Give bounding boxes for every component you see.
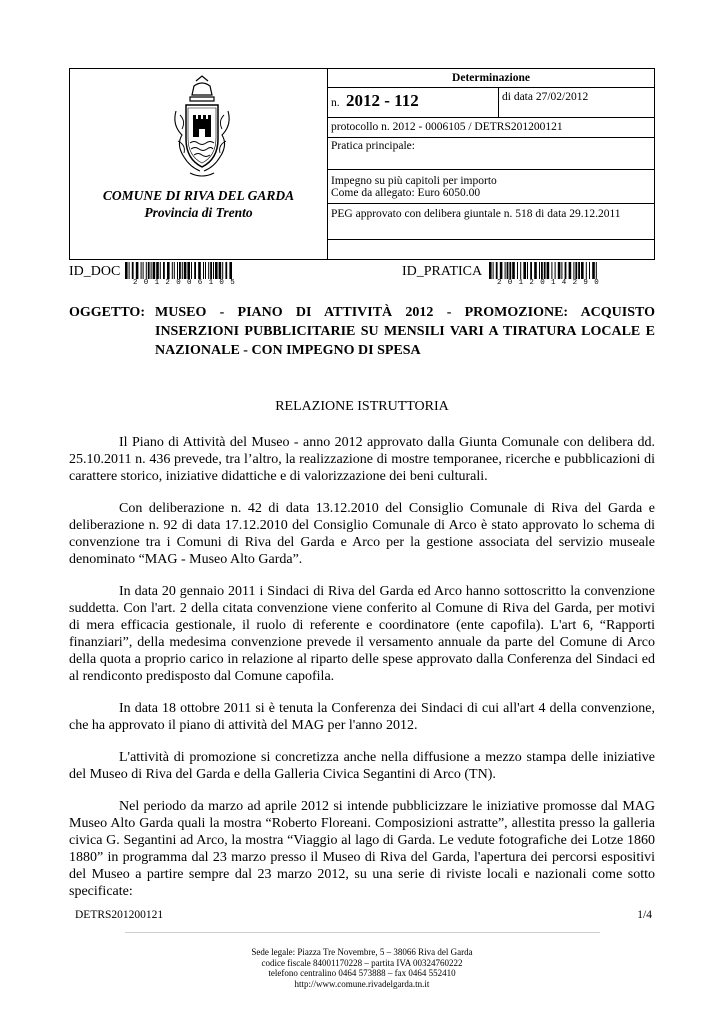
barcode-bar — [555, 262, 556, 279]
impegno-row — [328, 170, 654, 204]
footer-divider — [125, 932, 600, 933]
barcode-bar — [505, 262, 506, 279]
barcode-bar — [215, 262, 218, 279]
logo-column — [70, 69, 328, 259]
barcode-bar — [151, 262, 152, 279]
barcode-bar — [558, 262, 561, 279]
barcode-bar — [148, 262, 150, 279]
barcode-bar — [198, 262, 201, 279]
paragraph: Il Piano di Attività del Museo - anno 2012 approvato dalla Giunta Comunale con delibera dd. 25.10.2011 n. 436 prevede, tra l’altro, la realizzazione di mostre temporanee, ricerche e pubblicazioni di carattere storico, iniziative didattiche e di valorizzazione dei beni culturali. — [69, 435, 655, 484]
paragraph: Nel periodo da marzo ad aprile 2012 si intende pubblicizzare le iniziative promosse dal MAG Museo Alto Garda quali la mostra “Roberto Floreani. Composizioni astratte”, allestita presso la galleria civica G. Segantini ad Arco, la mostra “Viaggio al lago di Garda. Le vedute fotografiche dei Lotze 1860 1880” in programma dal 23 marzo presso il Museo di Riva del Garda, l'apertura dei percorsi espositivi del Museo a partire sempre dal 23 marzo 2012, su una serie di riviste locali e nazionali come sotto specificate: — [69, 799, 655, 899]
barcode-bar — [160, 262, 161, 279]
barcode-bar — [489, 262, 492, 279]
paragraph: In data 18 ottobre 2011 si è tenuta la Conferenza dei Sindaci di cui all'art 4 della convenzione, che ha approvato il piano di attività del MAG per l'anno 2012. — [69, 701, 655, 733]
barcode-bar — [167, 262, 170, 279]
barcode-bar — [132, 262, 134, 279]
barcode-bar — [194, 262, 196, 279]
barcode-bar — [586, 262, 587, 279]
barcode-bar — [153, 262, 156, 279]
relazione-title: RELAZIONE ISTRUTTORIA — [275, 399, 449, 414]
barcode-bar — [551, 262, 552, 279]
barcode-bar — [179, 262, 181, 279]
provincia-name: Provincia di Trento — [144, 205, 253, 220]
number-cell — [328, 88, 499, 117]
barcode-bar — [547, 262, 550, 279]
barcode-bar — [596, 262, 597, 279]
footer-phone: telefono centralino 0464 573888 – fax 0464 552410 — [268, 968, 456, 978]
barcode-bar — [184, 262, 187, 279]
barcode-bar — [205, 262, 206, 279]
crest-icon — [170, 75, 234, 185]
determinazione-title: Determinazione — [328, 69, 654, 88]
body-text — [69, 434, 655, 915]
barcode-bar — [569, 262, 572, 279]
barcode-bar — [219, 262, 222, 279]
barcode-bar — [156, 262, 159, 279]
barcode-bar — [177, 262, 178, 279]
barcode-bar — [182, 262, 183, 279]
id-pratica-barcode — [489, 262, 599, 279]
paragraph: In data 20 gennaio 2011 i Sindaci di Riva del Garda ed Arco hanno sottoscritto la convenzione suddetta. Con l'art. 2 della citata convenzione viene conferito al Comune di Riva del Garda, per motivi di mera efficacia gestionale, il ruolo di referente e coordinatore (ente capofila). L'art 6, “Rapporti finanziari”, della medesima convenzione prevede il versamento annuale da parte del Comune di Arco della quota a proprio carico in relazione al riparto delle spese approvato dalla Conferenza del Sindaci ed al rendiconto predisposto dal Comune capofila. — [69, 584, 655, 684]
barcode-bar — [541, 262, 543, 279]
barcode-bar — [493, 262, 494, 279]
barcode-bar — [523, 262, 526, 279]
barcode-bar — [517, 262, 518, 279]
barcode-bar — [143, 262, 144, 279]
barcode-bar — [136, 262, 139, 279]
footer-doc-id: DETRS201200121 — [75, 909, 164, 921]
paragraph: Con deliberazione n. 42 di data 13.12.2010 del Consiglio Comunale di Riva del Garda e deliberazione n. 92 di data 17.12.2010 del Consiglio Comunale di Arco è stato approvato lo schema di convenzione tra i Comuni di Riva del Garda e Arco per la gestione associata del servizio museale denominato “MAG - Museo Alto Garda”. — [69, 501, 655, 567]
impegno-line-1: Impegno su più capitoli per importo — [331, 175, 497, 187]
oggetto-text: MUSEO - PIANO DI ATTIVITÀ 2012 - PROMOZIONE: ACQUISTO INSERZIONI PUBBLICITARIE SU MENSILI VARI A TIRATURA LOCALE E NAZIONALE - CON IMPEGNO DI SPESA — [155, 305, 655, 358]
barcode-bar — [174, 262, 175, 279]
oggetto-label: OGGETTO: — [69, 305, 145, 320]
barcode-bar — [129, 262, 130, 279]
id-pratica-number: 2012014290 — [497, 279, 606, 287]
barcode-bar — [507, 262, 509, 279]
barcode-bar — [229, 262, 232, 279]
header-box — [69, 68, 655, 260]
barcode-bar — [520, 262, 521, 279]
barcode-bar — [561, 262, 562, 279]
barcode-bar — [208, 262, 209, 279]
barcode-bar — [213, 262, 214, 279]
barcode-bar — [509, 262, 511, 279]
barcode-bar — [141, 262, 142, 279]
page-number: 1/4 — [637, 909, 652, 921]
barcode-bar — [544, 262, 546, 279]
barcode-bar — [146, 262, 147, 279]
barcode-bar — [125, 262, 128, 279]
peg-approvato: PEG approvato con delibera giuntale n. 518 di data 29.12.2011 — [328, 204, 654, 240]
id-doc-number: 2012006105 — [133, 279, 242, 287]
barcode-bar — [172, 262, 173, 279]
footer-website: http://www.comune.rivadelgarda.tn.it — [294, 978, 430, 989]
barcode-bar — [187, 262, 190, 279]
barcode-bar — [496, 262, 498, 279]
barcode-bar — [222, 262, 223, 279]
barcode-bar — [575, 262, 577, 279]
id-doc-barcode — [125, 262, 235, 279]
determinazione-number-row — [328, 88, 654, 118]
barcode-bar — [527, 262, 528, 279]
comune-block — [70, 187, 327, 221]
footer-address: Sede legale: Piazza Tre Novembre, 5 – 38066 Riva del Garda — [251, 947, 473, 957]
barcode-bar — [163, 262, 165, 279]
barcode-bar — [203, 262, 204, 279]
id-pratica-label: ID_PRATICA — [402, 264, 483, 279]
barcode-bar — [578, 262, 580, 279]
barcode-bar — [225, 262, 227, 279]
barcode-bar — [592, 262, 595, 279]
number-prefix: n. — [331, 97, 340, 109]
protocollo: protocollo n. 2012 - 0006105 / DETRS201200121 — [328, 118, 654, 138]
barcode-bar — [534, 262, 537, 279]
comune-name: COMUNE DI RIVA DEL GARDA — [102, 188, 295, 203]
id-doc-label: ID_DOC — [69, 264, 121, 279]
footer-info — [0, 947, 724, 989]
empty-row — [328, 240, 654, 259]
footer-tax-codes: codice fiscale 84001170228 – partita IVA 00324760222 — [261, 957, 463, 968]
pratica-principale: Pratica principale: — [328, 138, 654, 170]
barcode-bar — [210, 262, 212, 279]
determinazione-column — [328, 69, 654, 259]
determinazione-number: 2012 - 112 — [346, 91, 419, 110]
barcode-bar — [581, 262, 584, 279]
barcode-bar — [191, 262, 192, 279]
determinazione-date: di data 27/02/2012 — [502, 91, 589, 103]
barcode-bar — [539, 262, 540, 279]
paragraph: L'attività di promozione si concretizza anche nella diffusione a mezzo stampa delle iniziative del Museo di Riva del Garda e della Galleria Civica Segantini di Arco (TN). — [69, 750, 655, 782]
barcode-bar — [530, 262, 532, 279]
barcode-bar — [573, 262, 574, 279]
barcode-bar — [565, 262, 567, 279]
impegno-line-2: Come da allegato: Euro 6050.00 — [331, 187, 481, 199]
barcode-bar — [500, 262, 503, 279]
barcode-bar — [512, 262, 515, 279]
barcode-bar — [589, 262, 590, 279]
